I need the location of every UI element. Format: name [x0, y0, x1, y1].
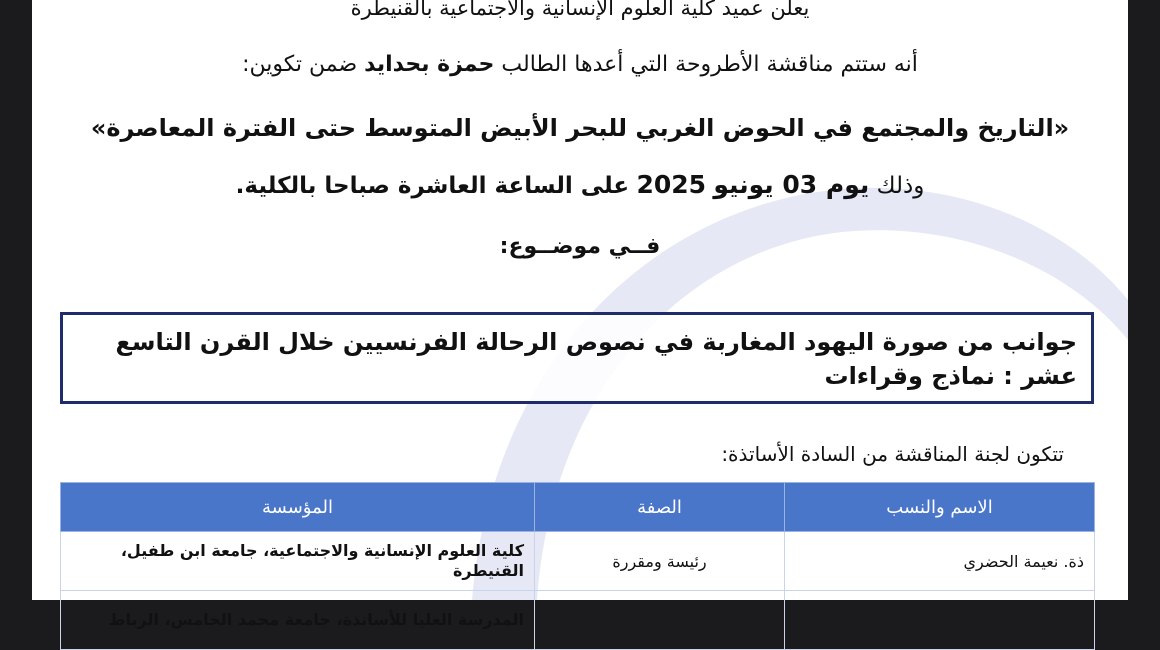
date-prefix: وذلك — [876, 173, 925, 199]
subject-title: جوانب من صورة اليهود المغاربة في نصوص الرحالة الفرنسيين خلال القرن التاسع عشر : نماذج وقراءات — [115, 328, 1077, 390]
announcement-intro — [32, 52, 1128, 77]
member-name: ذة. نعيمة الحضري — [785, 532, 1095, 591]
intro-suffix: ضمن تكوين: — [242, 52, 358, 77]
committee-table — [60, 482, 1095, 650]
member-role — [535, 591, 785, 650]
intro-prefix: أنه ستتم مناقشة الأطروحة التي أعدها الطالب — [501, 52, 918, 77]
subject-heading: فــي موضــوع: — [499, 234, 661, 259]
header-institution: المؤسسة — [61, 483, 535, 532]
header-name: الاسم والنسب — [785, 483, 1095, 532]
student-name: حمزة بحدايد — [364, 52, 495, 77]
subject-title-box — [60, 312, 1094, 404]
announcement-page — [32, 0, 1128, 629]
table-row — [61, 532, 1095, 591]
header-role: الصفة — [535, 483, 785, 532]
date-suffix: على الساعة العاشرة صباحا بالكلية. — [235, 173, 630, 199]
member-role: رئيسة ومقررة — [535, 532, 785, 591]
table-row — [61, 591, 1095, 650]
member-name — [785, 591, 1095, 650]
date-year: 2025 — [636, 170, 707, 199]
member-institution: المدرسة العليا للأساتذة، جامعة محمد الخامس، الرباط — [61, 591, 535, 650]
member-institution: كلية العلوم الإنسانية والاجتماعية، جامعة ابن طفيل، القنيطرة — [61, 532, 535, 591]
table-header-row — [61, 483, 1095, 532]
announcement-header: يعلن عميد كلية العلوم الإنسانية والاجتماعية بالقنيطرة — [350, 0, 810, 20]
defense-date-line — [32, 170, 1128, 199]
date-day: يوم 03 يونيو — [713, 170, 870, 199]
thesis-program: «التاريخ والمجتمع في الحوض الغربي للبحر الأبيض المتوسط حتى الفترة المعاصرة» — [90, 114, 1070, 142]
committee-intro: تتكون لجنة المناقشة من السادة الأساتذة: — [721, 442, 1064, 466]
